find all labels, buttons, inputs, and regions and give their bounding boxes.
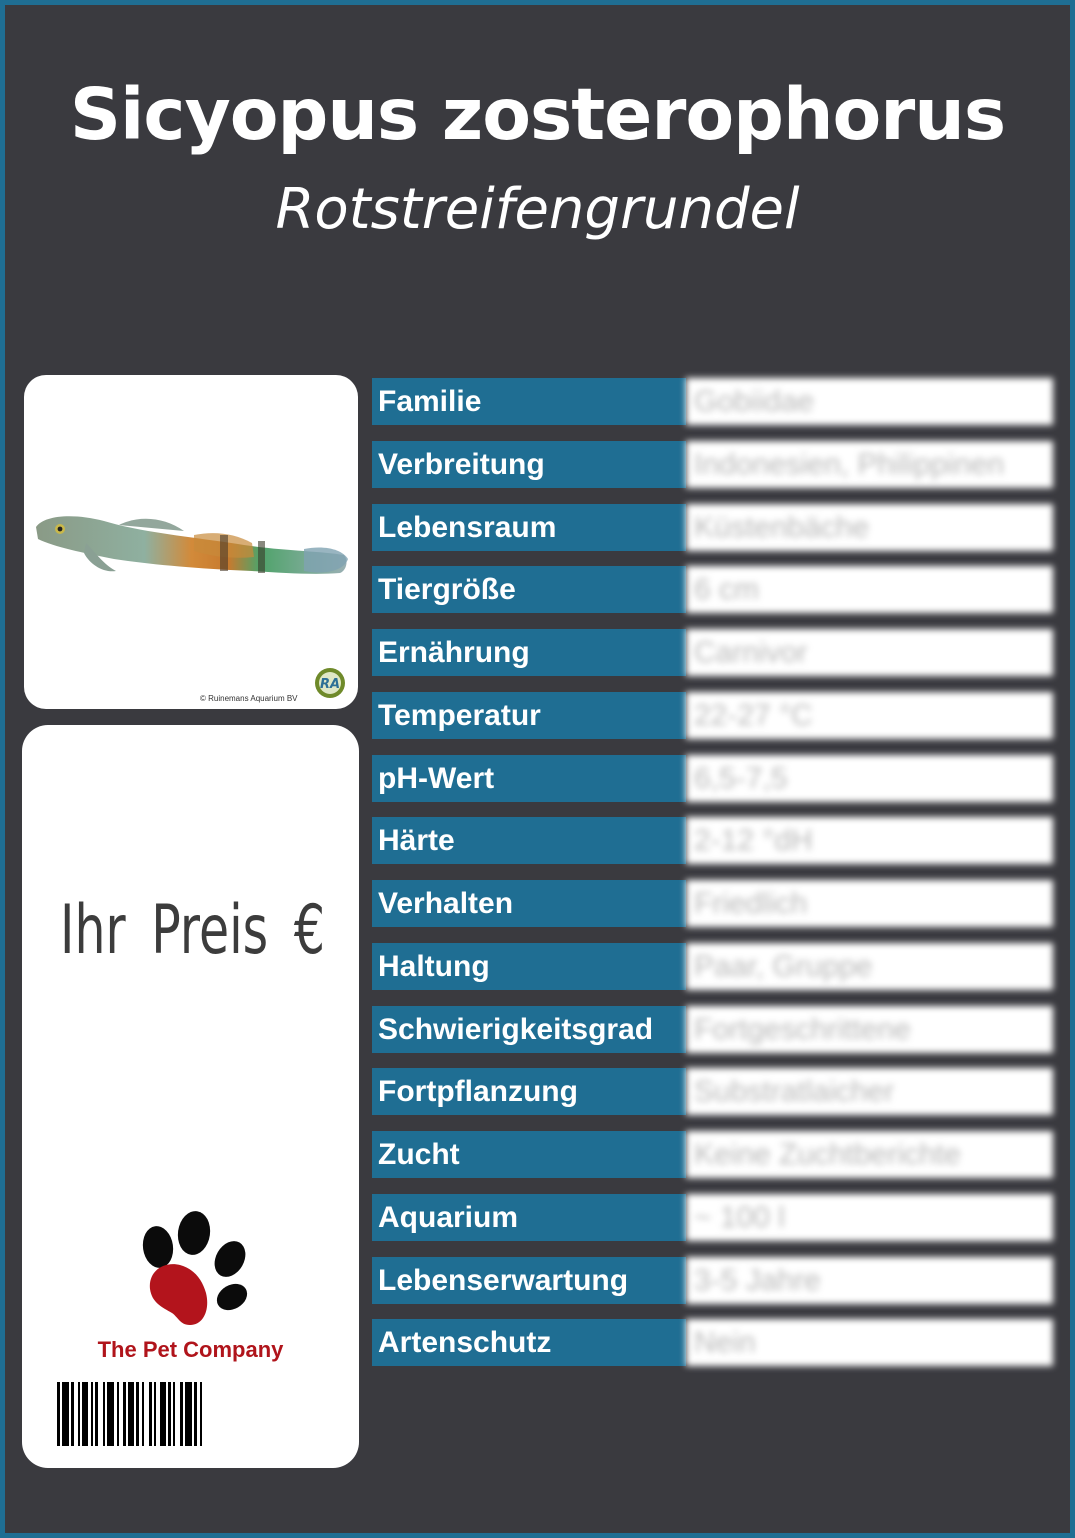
facts-row-label: Temperatur	[372, 692, 686, 739]
facts-row-label: pH-Wert	[372, 755, 686, 802]
barcode-bar	[149, 1382, 152, 1446]
facts-row	[372, 817, 1053, 864]
barcode-bar	[62, 1382, 69, 1446]
barcode-bar	[142, 1382, 144, 1446]
barcode-bar	[173, 1382, 175, 1446]
facts-row-label: Lebenserwartung	[372, 1257, 686, 1304]
facts-row-value: 22-27 °C	[686, 692, 1053, 739]
facts-row-value: 2-12 °dH	[686, 817, 1053, 864]
facts-row	[372, 1068, 1053, 1115]
facts-row-value: Fortgeschrittene	[686, 1006, 1053, 1053]
barcode-bar	[57, 1382, 60, 1446]
facts-row-value: Paar, Gruppe	[686, 943, 1053, 990]
logo-text: RA	[319, 677, 341, 692]
photo-copyright: © Ruinemans Aquarium BV	[200, 694, 298, 703]
fish-image	[24, 375, 358, 709]
facts-row	[372, 692, 1053, 739]
price-panel	[22, 725, 359, 1468]
barcode-bar	[200, 1382, 202, 1446]
facts-row	[372, 1006, 1053, 1053]
barcode-bar	[117, 1382, 119, 1446]
facts-row-value: 3-5 Jahre	[686, 1257, 1053, 1304]
facts-row	[372, 566, 1053, 613]
facts-row-label: Härte	[372, 817, 686, 864]
barcode-bar	[128, 1382, 134, 1446]
facts-row-value: Gobiidae	[686, 378, 1053, 425]
facts-row	[372, 504, 1053, 551]
facts-row	[372, 378, 1053, 425]
ruinemans-logo-icon	[314, 667, 346, 699]
facts-row-label: Verhalten	[372, 880, 686, 927]
facts-row-label: Zucht	[372, 1131, 686, 1178]
facts-row-value: 6 cm	[686, 566, 1053, 613]
facts-row-label: Tiergröße	[372, 566, 686, 613]
barcode-bar	[78, 1382, 80, 1446]
barcode-bar	[95, 1382, 98, 1446]
brand-name: The Pet Company	[97, 1337, 284, 1362]
facts-row	[372, 629, 1053, 676]
facts-row-value: Carnivor	[686, 629, 1053, 676]
facts-row-label: Fortpflanzung	[372, 1068, 686, 1115]
species-card	[5, 5, 1070, 1533]
facts-row	[372, 880, 1053, 927]
facts-row-value: Substratlaicher	[686, 1068, 1053, 1115]
facts-row	[372, 441, 1053, 488]
barcode-bar	[194, 1382, 197, 1446]
common-name: Rotstreifengrundel	[275, 177, 800, 242]
barcode-bar	[107, 1382, 114, 1446]
barcode-bar	[154, 1382, 156, 1446]
barcode-bar	[168, 1382, 171, 1446]
facts-row-value: Indonesien, Philippinen	[686, 441, 1053, 488]
facts-row	[372, 1194, 1053, 1241]
barcode-bar	[103, 1382, 105, 1446]
facts-row-value: ~ 100 l	[686, 1194, 1053, 1241]
facts-row	[372, 755, 1053, 802]
facts-row-value: Nein	[686, 1319, 1053, 1366]
barcode-bar	[82, 1382, 88, 1446]
facts-row	[372, 943, 1053, 990]
facts-row	[372, 1257, 1053, 1304]
barcode-bar	[91, 1382, 93, 1446]
facts-row	[372, 1319, 1053, 1366]
facts-row-label: Artenschutz	[372, 1319, 686, 1366]
facts-row-label: Verbreitung	[372, 441, 686, 488]
barcode-bar	[123, 1382, 126, 1446]
barcode-bar	[160, 1382, 166, 1446]
facts-row-label: Schwierigkeitsgrad	[372, 1006, 686, 1053]
barcode	[55, 1382, 331, 1446]
fish-photo-panel	[24, 375, 358, 709]
barcode-bar	[71, 1382, 74, 1446]
facts-row-label: Aquarium	[372, 1194, 686, 1241]
price-label: Ihr Preis €	[60, 891, 325, 970]
barcode-bar	[185, 1382, 192, 1446]
facts-row-value: Küstenbäche	[686, 504, 1053, 551]
facts-row-label: Lebensraum	[372, 504, 686, 551]
species-title: Sicyopus zosterophorus	[69, 73, 1006, 156]
facts-row-label: Haltung	[372, 943, 686, 990]
facts-row-value: Friedlich	[686, 880, 1053, 927]
paw-logo-icon	[132, 1207, 256, 1331]
facts-row-label: Ernährung	[372, 629, 686, 676]
barcode-bar	[136, 1382, 139, 1446]
facts-row-value: 6,5-7,5	[686, 755, 1053, 802]
facts-row-label: Familie	[372, 378, 686, 425]
facts-row-value: Keine Zuchtberichte	[686, 1131, 1053, 1178]
facts-row	[372, 1131, 1053, 1178]
barcode-bar	[180, 1382, 183, 1446]
